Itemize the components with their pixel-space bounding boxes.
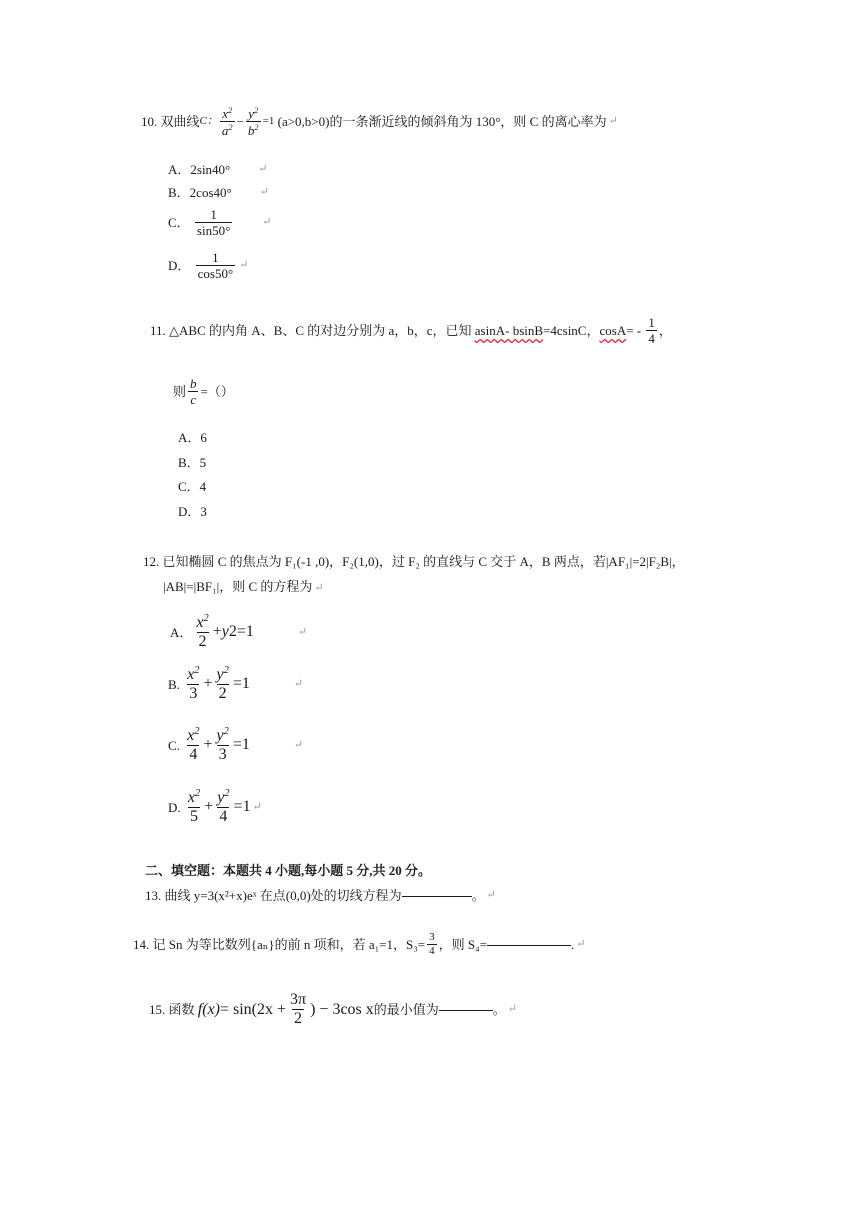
- return-mark-icon: ↵: [262, 216, 272, 228]
- return-mark-icon: ↵: [258, 163, 268, 175]
- option-c[interactable]: C．4: [178, 479, 207, 494]
- option-d[interactable]: D．3: [178, 504, 207, 519]
- x-fraction: $\frac{x^2}{2}$: [196, 613, 209, 651]
- option-a[interactable]: A． $\frac{x^2}{2}$ + y 2 =1 ↵: [170, 613, 308, 651]
- return-mark-icon: ↵: [576, 938, 586, 950]
- option-b[interactable]: B． 2cos40° ↵: [168, 185, 269, 200]
- option-d[interactable]: D． $\frac{1}{\cos 50^\circ}$ ↵: [168, 250, 249, 281]
- return-mark-icon: ↵: [297, 625, 308, 638]
- return-mark-icon: ↵: [259, 186, 269, 198]
- y-over-b-fraction: $\frac{y^2}{b^2}$: [247, 105, 259, 139]
- question-12-line2: |AB|=|BF₁|，则 C 的方程为 ↵: [163, 579, 324, 594]
- option-c[interactable]: C． $\frac{1}{\sin 50^\circ}$ ↵: [168, 207, 272, 238]
- s3-fraction: $\frac{3}{4}$: [429, 931, 435, 957]
- question-number: 14.: [133, 937, 150, 952]
- option-c[interactable]: C. $\frac{x^2}{4}$ + $\frac{y^2}{3}$ =1 ↵: [168, 726, 304, 764]
- section-heading: 二、填空题：本题共 4 小题,每小题 5 分,共 20 分。: [145, 863, 432, 878]
- x-fraction: $\frac{x^2}{4}$: [187, 726, 200, 764]
- option-a[interactable]: A．6: [178, 430, 207, 445]
- return-mark-icon: ↵: [507, 1003, 518, 1015]
- question-11-ask: 则 $\frac{b}{c}$ =（）: [173, 376, 234, 407]
- return-mark-icon: ↵: [314, 582, 324, 594]
- option-d[interactable]: D. $\frac{x^2}{5}$ + $\frac{y^2}{4}$ =1 ↵: [168, 788, 262, 826]
- y-fraction: $\frac{y^2}{3}$: [216, 726, 229, 764]
- x-over-a-fraction: $\frac{x^2}{a^2}$: [221, 105, 233, 139]
- option-b[interactable]: B. $\frac{x^2}{3}$ + $\frac{y^2}{2}$ =1 ↵: [168, 665, 304, 703]
- function-name: f(x): [197, 1000, 220, 1018]
- y-fraction: $\frac{y^2}{4}$: [217, 788, 230, 826]
- return-mark-icon: ↵: [239, 259, 249, 271]
- x-fraction: $\frac{x^2}{3}$: [187, 665, 200, 703]
- b-over-c-fraction: $\frac{b}{c}$: [190, 376, 197, 407]
- question-11: 11. △ABC 的内角 A、B、C 的对边分别为 a，b，c，已知 asinA- bsinB =4csinC， cosA = - $\frac{1}{4}$ ，: [150, 315, 672, 346]
- question-text: △ABC 的内角 A、B、C 的对边分别为 a，b，c，已知: [169, 323, 472, 338]
- cosine-fraction: $\frac{1}{4}$: [648, 315, 655, 346]
- question-number: 13.: [145, 888, 162, 903]
- question-text: 记 Sn 为等比数列{aₙ}的前 n 项和，若 a₁=1，S₃=: [152, 937, 426, 952]
- angle-fraction: $\frac{3\pi}{2}$: [290, 991, 307, 1027]
- option-b[interactable]: B．5: [178, 455, 207, 470]
- question-number: 15.: [149, 1002, 166, 1017]
- return-mark-icon: ↵: [293, 738, 304, 751]
- return-mark-icon: ↵: [252, 800, 262, 813]
- question-number: 12.: [143, 554, 160, 569]
- option-fraction: $\frac{1}{\sin 50^\circ}$: [196, 207, 231, 238]
- question-text: 曲线 y=3(x²+x)eˣ 在点(0,0)处的切线方程为: [164, 888, 402, 903]
- condition-expression: asinA- bsinB: [474, 323, 544, 338]
- question-number: 10.: [141, 114, 158, 130]
- question-number: 11.: [150, 323, 166, 338]
- question-10: 10. 双曲线 C： $\frac{x^2}{a^2}$ − $\frac{y^2}{b^2}$ =1 (a>0,b>0)的一条渐近线的倾斜角为 130°，则 C 的离心率为 ↵: [141, 105, 618, 139]
- y-fraction: $\frac{y^2}{2}$: [216, 665, 229, 703]
- option-a[interactable]: A． 2sin40° ↵: [168, 162, 268, 177]
- return-mark-icon: ↵: [486, 889, 496, 901]
- question-text: 已知椭圆 C 的焦点为 F₁(-1 ,0)，F₂(1,0)，过 F₂ 的直线与 C 交于 A，B 两点，若|AF₁|=2|F₂B|，: [162, 554, 685, 569]
- return-mark-icon: ↵: [608, 115, 618, 128]
- question-prefix: 双曲线: [160, 114, 200, 130]
- answer-blank[interactable]: [487, 944, 571, 946]
- question-condition: (a>0,b>0)的一条渐近线的倾斜角为 130°，则 C 的离心率为: [277, 114, 607, 130]
- question-14: 14. 记 Sn 为等比数列{aₙ}的前 n 项和，若 a₁=1，S₃= $\frac{3}{4}$ ，则 S₄= . ↵: [133, 931, 586, 957]
- question-13: 13. 曲线 y=3(x²+x)eˣ 在点(0,0)处的切线方程为 。 ↵: [145, 888, 496, 903]
- question-12: [143, 555, 685, 568]
- x-fraction: $\frac{x^2}{5}$: [187, 788, 201, 826]
- answer-blank[interactable]: [402, 895, 472, 897]
- answer-blank[interactable]: [439, 1009, 493, 1011]
- return-mark-icon: ↵: [293, 677, 304, 690]
- curve-label: C：: [199, 115, 218, 128]
- option-fraction: $\frac{1}{\cos 50^\circ}$: [197, 250, 234, 281]
- question-15: 15. 函数 f(x) = sin(2x + $\frac{3\pi}{2}$ ) − 3cos x 的最小值为 。 ↵: [149, 991, 518, 1027]
